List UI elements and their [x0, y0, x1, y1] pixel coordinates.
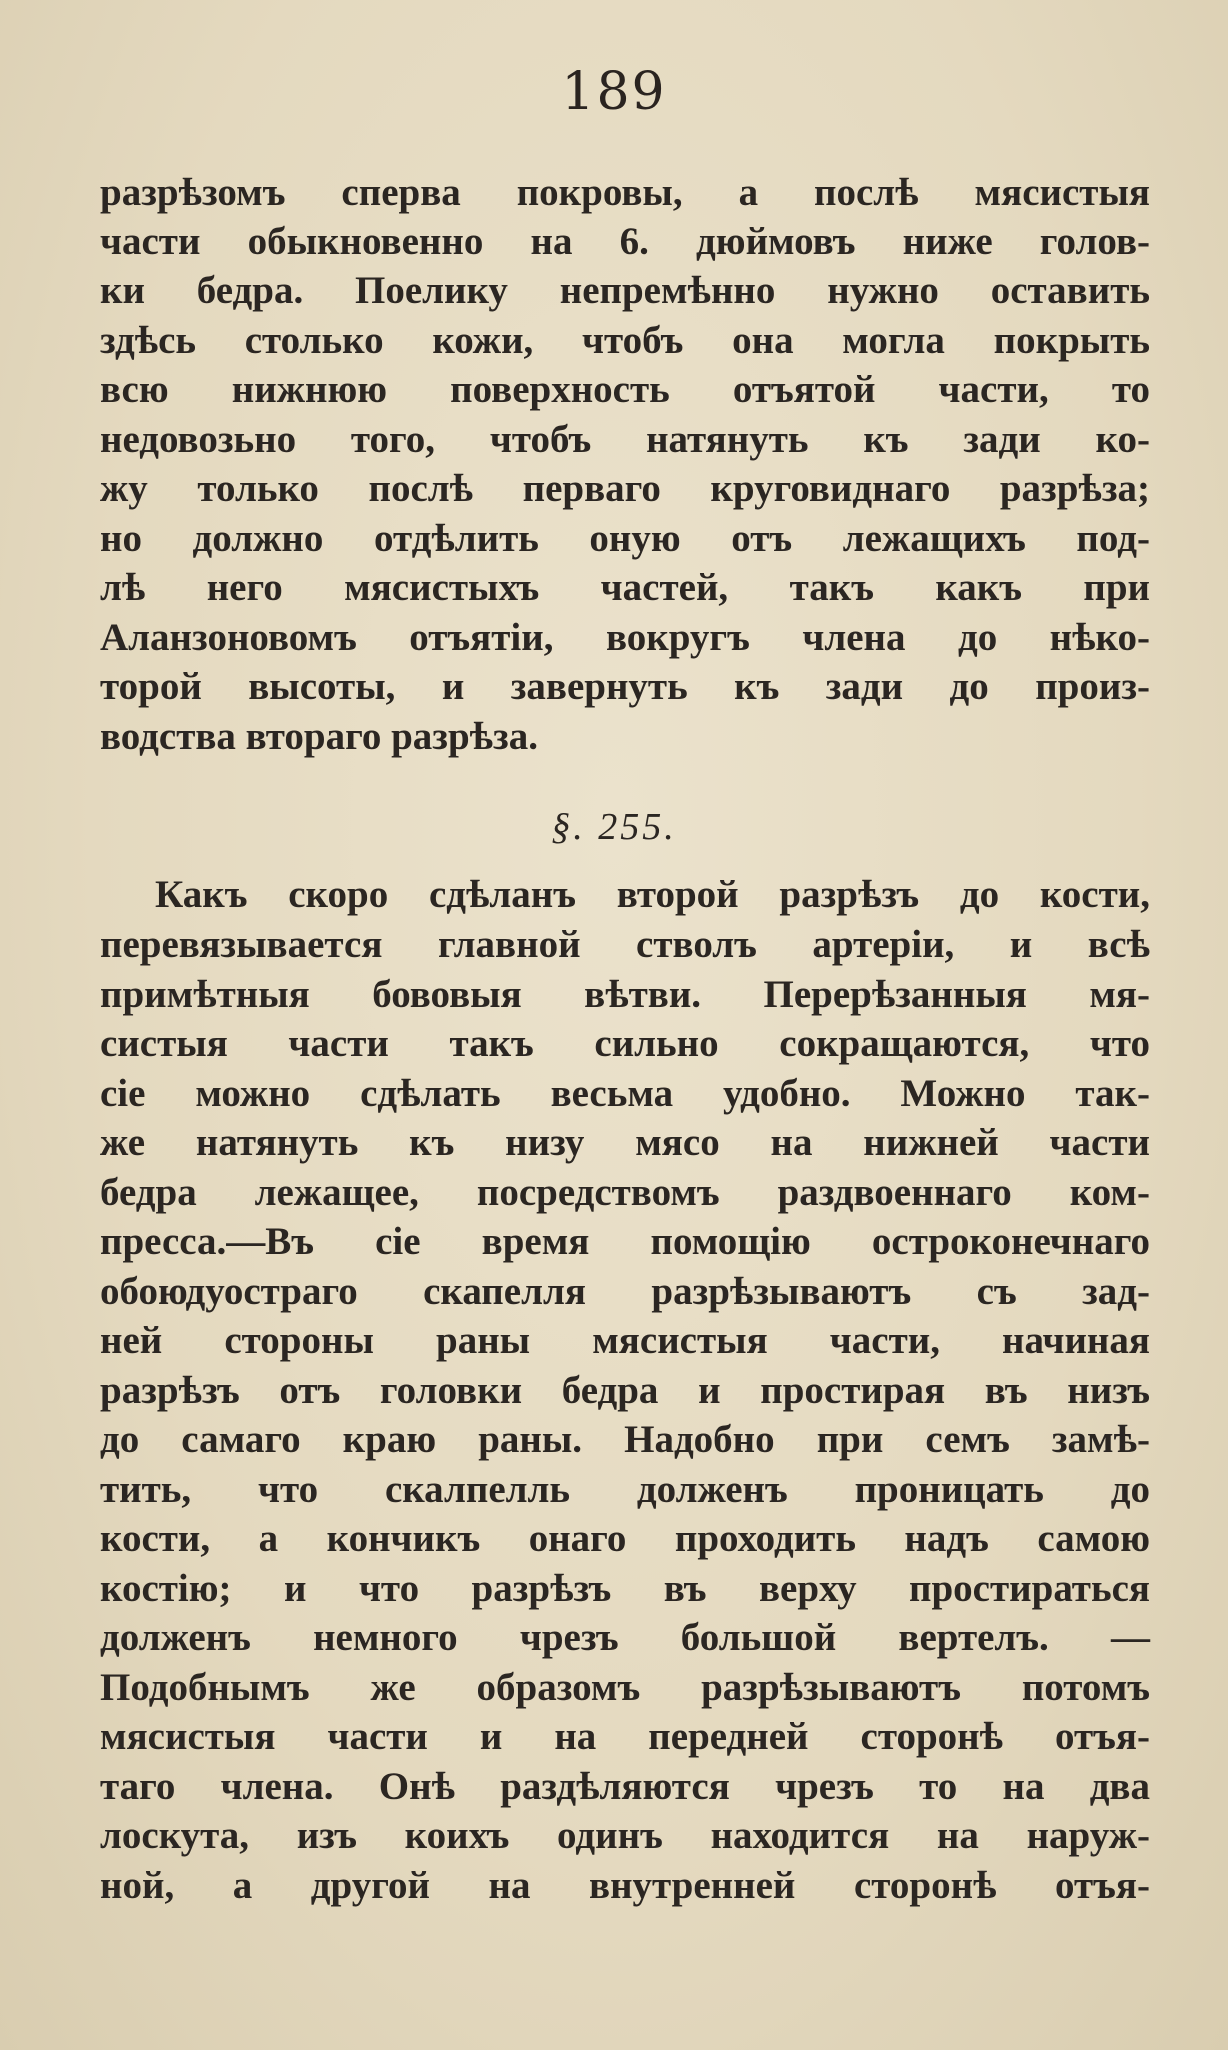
text-line: торой высоты, и завернуть къ зади до произ- [100, 665, 1150, 708]
text-line: ной, а другой на внутренней сторонѣ отъя- [100, 1864, 1150, 1907]
text-line: разрѣзъ отъ головки бедра и простирая въ низъ [100, 1369, 1150, 1412]
text-line: систыя части такъ сильно сокращаются, что [100, 1022, 1150, 1065]
text-line: тить, что скалпелль долженъ проницать до [100, 1468, 1150, 1511]
text-line: костію; и что разрѣзъ въ верху простираться [100, 1567, 1150, 1610]
text-line: ней стороны раны мясистыя части, начиная [100, 1319, 1150, 1362]
section-heading: §. 255. [551, 806, 677, 848]
text-line: до самаго краю раны. Надобно при семъ замѣ- [100, 1418, 1150, 1461]
text-line: всю нижнюю поверхность отъятой части, то [100, 368, 1150, 411]
text-line: Аланзоновомъ отъятіи, вокругъ члена до нѣко- [100, 616, 1150, 659]
text-line: долженъ немного чрезъ большой вертелъ. — [100, 1616, 1150, 1659]
text-line: обоюдуостраго скапелля разрѣзываютъ съ зад- [100, 1270, 1150, 1313]
page-number: 189 [561, 62, 667, 122]
text-line: но должно отдѣлить оную отъ лежащихъ под- [100, 517, 1150, 560]
text-line: мясистыя части и на передней сторонѣ отъя- [100, 1715, 1150, 1758]
text-line: части обыкновенно на 6. дюймовъ ниже голов- [100, 220, 1150, 263]
text-line: лоскута, изъ коихъ одинъ находится на наруж- [100, 1814, 1150, 1857]
text-line: сіе можно сдѣлать весьма удобно. Можно так- [100, 1072, 1150, 1115]
text-line: ки бедра. Поелику непремѣнно нужно оставить [100, 269, 1150, 312]
text-line: кости, а кончикъ онаго проходить надъ самою [100, 1517, 1150, 1560]
text-line: примѣтныя бововыя вѣтви. Перерѣзанныя мя- [100, 973, 1150, 1016]
text-line: недовозьно того, чтобъ натянуть къ зади ко- [100, 418, 1150, 461]
text-line: водства втораго разрѣза. [100, 715, 538, 758]
text-line: Подобнымъ же образомъ разрѣзываютъ потомъ [100, 1666, 1150, 1709]
text-line: Какъ скоро сдѣланъ второй разрѣзъ до кости, [155, 873, 1150, 916]
text-line: пресса.—Въ сіе время помощію остроконечнаго [100, 1220, 1150, 1263]
text-line: жу только послѣ перваго круговиднаго разрѣза; [100, 467, 1150, 510]
text-line: таго члена. Онѣ раздѣляются чрезъ то на два [100, 1765, 1150, 1808]
text-line: же натянуть къ низу мясо на нижней части [100, 1121, 1150, 1164]
text-line: здѣсь столько кожи, чтобъ она могла покрыть [100, 319, 1150, 362]
text-line: перевязывается главной стволъ артеріи, и всѣ [100, 923, 1150, 966]
text-line: бедра лежащее, посредствомъ раздвоеннаго ком- [100, 1171, 1150, 1214]
text-line: разрѣзомъ сперва покровы, а послѣ мясистыя [100, 171, 1150, 214]
text-line: лѣ него мясистыхъ частей, такъ какъ при [100, 566, 1150, 609]
